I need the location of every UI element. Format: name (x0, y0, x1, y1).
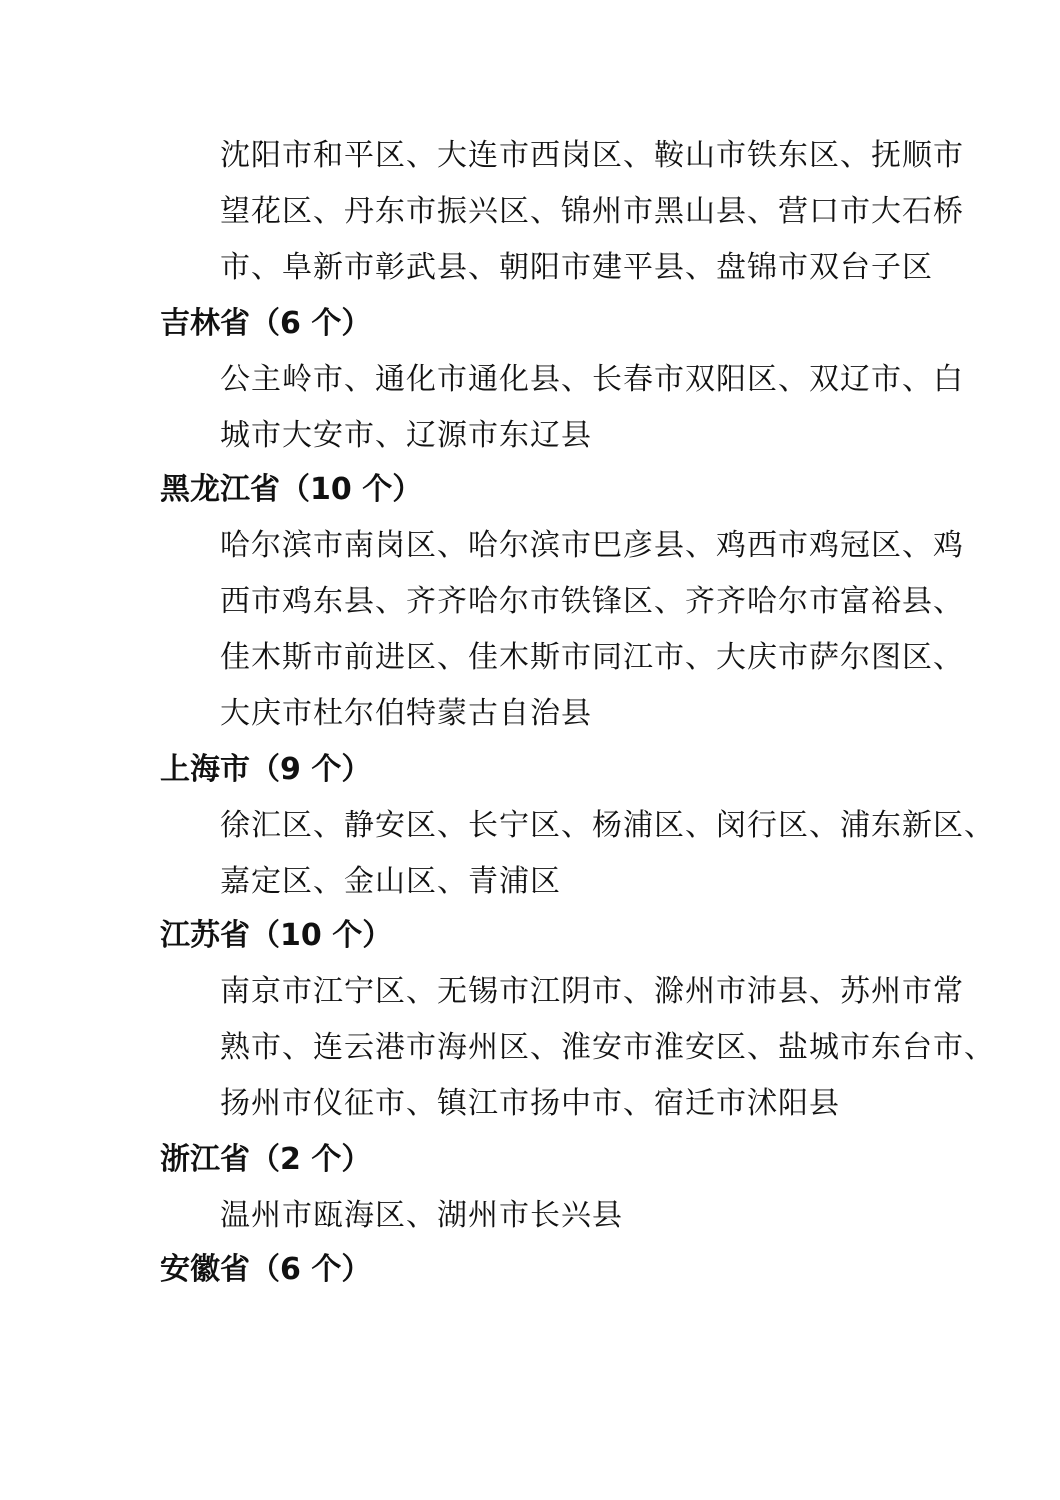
region-list-line: 温州市瓯海区、湖州市长兴县 (220, 1198, 623, 1233)
region-list-line: 沈阳市和平区、大连市西岗区、鞍山市铁东区、抚顺市 (220, 138, 964, 173)
province-heading: 上海市（9 个） (160, 752, 372, 787)
region-list-line: 佳木斯市前进区、佳木斯市同江市、大庆市萨尔图区、 (220, 640, 964, 675)
region-list-line: 哈尔滨市南岗区、哈尔滨市巴彦县、鸡西市鸡冠区、鸡 (220, 528, 964, 563)
region-list-line: 西市鸡东县、齐齐哈尔市铁锋区、齐齐哈尔市富裕县、 (220, 584, 964, 619)
region-list-line: 大庆市杜尔伯特蒙古自治县 (220, 696, 592, 731)
region-list-line: 南京市江宁区、无锡市江阴市、滁州市沛县、苏州市常 (220, 974, 964, 1009)
region-list-line: 市、阜新市彰武县、朝阳市建平县、盘锦市双台子区 (220, 250, 933, 285)
region-list-line: 城市大安市、辽源市东辽县 (220, 418, 592, 453)
province-heading: 吉林省（6 个） (160, 306, 372, 341)
province-heading: 黑龙江省（10 个） (160, 472, 423, 507)
province-heading: 安徽省（6 个） (160, 1252, 372, 1287)
region-list-line: 公主岭市、通化市通化县、长春市双阳区、双辽市、白 (220, 362, 964, 397)
region-list-line: 嘉定区、金山区、青浦区 (220, 864, 561, 899)
region-list-line: 扬州市仪征市、镇江市扬中市、宿迁市沭阳县 (220, 1086, 840, 1121)
province-heading: 江苏省（10 个） (160, 918, 393, 953)
province-heading: 浙江省（2 个） (160, 1142, 372, 1177)
region-list-line: 徐汇区、静安区、长宁区、杨浦区、闵行区、浦东新区、 (220, 808, 995, 843)
region-list-line: 望花区、丹东市振兴区、锦州市黑山县、营口市大石桥 (220, 194, 964, 229)
region-list-line: 熟市、连云港市海州区、淮安市淮安区、盐城市东台市、 (220, 1030, 995, 1065)
